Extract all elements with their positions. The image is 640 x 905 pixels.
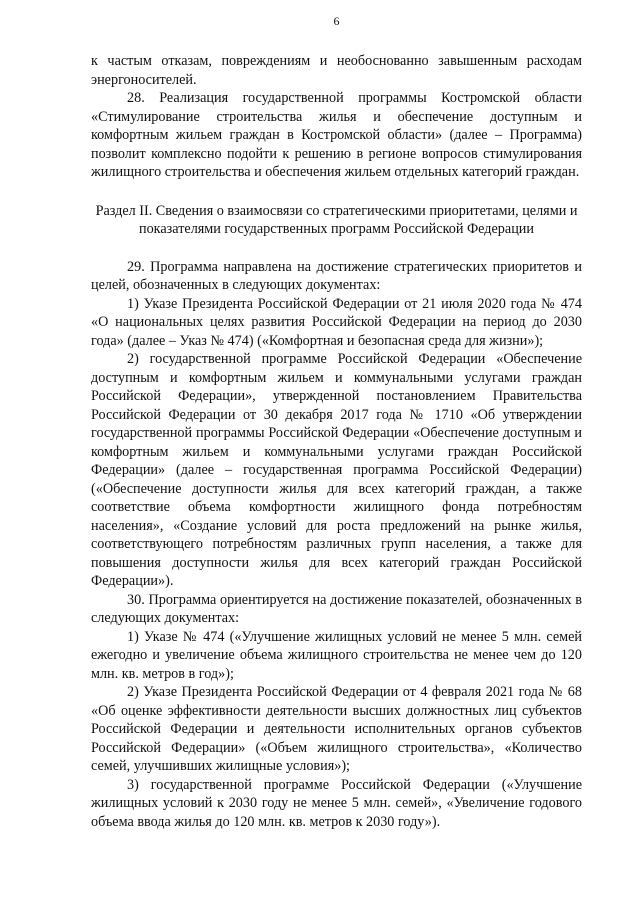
paragraph-30-item-3: 3) государственной программе Российской Федерации («Улучшение жилищных условий к 2030 году не менее 5 млн. семей», «Увеличение годового объема ввода жилья до 120 млн. кв. метров к 2030 году»).: [91, 776, 582, 830]
paragraph-30-item-1: 1) Указе № 474 («Улучшение жилищных условий не менее 5 млн. семей ежегодно и увеличение объема жилищного строительства не менее чем до 120 млн. кв. метров в год»);: [91, 628, 582, 682]
paragraph-30: 30. Программа ориентируется на достижение показателей, обозначенных в следующих документах:: [91, 591, 582, 626]
paragraph-continuation: к частым отказам, повреждениям и необоснованно завышенным расходам энергоносителей.: [91, 53, 582, 88]
paragraph-30-item-2: 2) Указе Президента Российской Федерации от 4 февраля 2021 года № 68 «Об оценке эффективности деятельности высших должностных лиц субъектов Российской Федерации и деятельности исполнительных органов субъектов Российской Федерации» («Объем жилищного строительства», «Количество семей, улучшивших жилищные условия»);: [91, 684, 582, 774]
section-heading: Раздел II. Сведения о взаимосвязи со стратегическими приоритетами, целями и показателями государственных программ Российской Федерации: [95, 202, 578, 237]
paragraph-29-item-1: 1) Указе Президента Российской Федерации от 21 июля 2020 года № 474 «О национальных целях развития Российской Федерации на период до 2030 года» (далее – Указ № 474) («Комфортная и безопасная среда для жизни»);: [91, 295, 582, 349]
paragraph-29-item-2: 2) государственной программе Российской Федерации «Обеспечение доступным и комфортным жильем и коммунальными услугами граждан Российской Федерации», утвержденной постановлением Правительства Российской Федерации от 30 декабря 2017 года № 1710 «Об утверждении государственной программы Российской Федерации «Обеспечение доступным и комфортным жильем и коммунальными услугами граждан Российской Федерации» (далее – государственная программа Российской Федерации) («Обеспечение доступности жилья для всех категорий граждан, а также соответствие объема комфортности жилищного фонда потребностям населения», «Создание условий для роста предложений на рынке жилья, соответствующего потребностям различных групп населения, а также для повышения доступности жилья для всех категорий граждан Российской Федерации»).: [91, 351, 582, 589]
page-number: 6: [333, 14, 340, 28]
paragraph-28: 28. Реализация государственной программы Костромской области «Стимулирование строительства жилья и обеспечение доступным и комфортным жильем граждан в Костромской области» (далее – Программа) позволит комплексно подойти к решению в регионе вопросов стимулирования жилищного строительства и обеспечения жильем отдельных категорий граждан.: [91, 90, 582, 180]
paragraph-29: 29. Программа направлена на достижение стратегических приоритетов и целей, обозначенных в следующих документах:: [91, 258, 582, 293]
